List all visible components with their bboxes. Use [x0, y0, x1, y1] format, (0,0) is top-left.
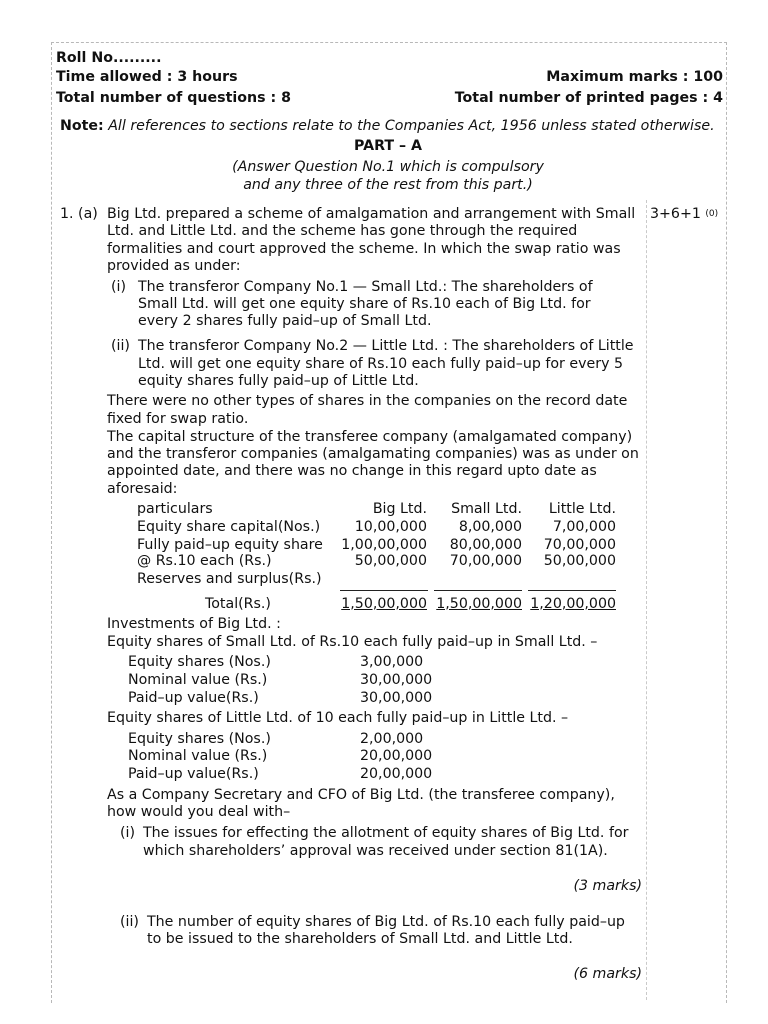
little-row-1-label: Equity shares (Nos.) — [128, 731, 271, 747]
time-allowed: Time allowed : 3 hours — [56, 69, 238, 85]
little-row-1-value: 2,00,000 — [360, 731, 424, 747]
table-row-1-label: Equity share capital(Nos.) — [137, 519, 321, 535]
para2-line-1: There were no other types of shares in the companies on the record date — [107, 393, 628, 409]
table-total-small: 1,50,00,000 — [436, 596, 522, 612]
question-marks-value: 3+6+1 — [650, 206, 701, 222]
sub-i-line-2: which shareholders’ approval was received under section 81(1A). — [143, 843, 608, 859]
table-row-3-big: 50,00,000 — [354, 553, 427, 569]
small-row-3-label: Paid–up value(Rs.) — [128, 690, 259, 706]
little-row-2-value: 20,00,000 — [360, 748, 433, 764]
question-marks — [650, 206, 718, 223]
para2-line-3: The capital structure of the transferee company (amalgamated company) — [107, 429, 633, 445]
table-row-1-little: 7,00,000 — [552, 519, 616, 535]
small-row-2-value: 30,00,000 — [360, 672, 433, 688]
sub-ii-marks: (6 marks) — [573, 966, 642, 982]
small-row-3-value: 30,00,000 — [360, 690, 433, 706]
para1-line-1: Big Ltd. prepared a scheme of amalgamation and arrangement with Small — [107, 206, 636, 222]
table-row-2-little: 70,00,000 — [543, 537, 616, 553]
question-marks-sup: (0) — [705, 209, 719, 219]
marks-column-divider — [646, 200, 647, 1000]
maximum-marks: Maximum marks : 100 — [546, 69, 723, 85]
para2-line-6: aforesaid: — [107, 481, 178, 497]
closing-line-1: As a Company Secretary and CFO of Big Ltd. (the transferee company), — [107, 787, 615, 803]
item-i-line-1: The transferor Company No.1 — Small Ltd.: The shareholders of — [138, 279, 593, 295]
note-text: All references to sections relate to the Companies Act, 1956 unless stated otherwise. — [108, 118, 715, 134]
investments-title: Investments of Big Ltd. : — [107, 616, 281, 632]
item-ii-label: (ii) — [111, 338, 130, 354]
table-total-label: Total(Rs.) — [205, 596, 271, 612]
item-ii-line-2: Ltd. will get one equity share of Rs.10 each fully paid–up for every 5 — [138, 356, 624, 372]
closing-line-2: how would you deal with– — [107, 804, 291, 820]
part-instruction-1: (Answer Question No.1 which is compulsory — [232, 159, 544, 175]
item-i-line-2: Small Ltd. will get one equity share of Rs.10 each of Big Ltd. for — [138, 296, 591, 312]
printed-pages: Total number of printed pages : 4 — [454, 90, 723, 106]
sub-i-label: (i) — [120, 825, 136, 841]
table-total-little: 1,20,00,000 — [530, 596, 616, 612]
table-row-4-label: Reserves and surplus(Rs.) — [137, 571, 322, 587]
total-rule-little — [528, 590, 616, 591]
table-row-3-label: @ Rs.10 each (Rs.) — [137, 553, 272, 569]
para1-line-4: provided as under: — [107, 258, 241, 274]
table-header-little: Little Ltd. — [548, 501, 616, 517]
table-row-1-big: 10,00,000 — [354, 519, 427, 535]
part-instruction-2: and any three of the rest from this part.) — [243, 177, 533, 193]
investments-little-heading: Equity shares of Little Ltd. of 10 each fully paid–up in Little Ltd. – — [107, 710, 569, 726]
table-row-3-small: 70,00,000 — [449, 553, 522, 569]
part-title: PART – A — [354, 138, 422, 154]
para2-line-2: fixed for swap ratio. — [107, 411, 249, 427]
total-rule-big — [340, 590, 428, 591]
question-number: 1. (a) — [60, 206, 98, 222]
small-row-1-label: Equity shares (Nos.) — [128, 654, 271, 670]
table-row-2-big: 1,00,00,000 — [341, 537, 427, 553]
sub-ii-line-1: The number of equity shares of Big Ltd. of Rs.10 each fully paid–up — [147, 914, 625, 930]
little-row-3-label: Paid–up value(Rs.) — [128, 766, 259, 782]
item-i-line-3: every 2 shares fully paid–up of Small Ltd. — [138, 313, 432, 329]
para1-line-3: formalities and court approved the scheme. In which the swap ratio was — [107, 241, 621, 257]
table-row-1-small: 8,00,000 — [458, 519, 522, 535]
table-header-small: Small Ltd. — [451, 501, 522, 517]
sub-i-marks: (3 marks) — [573, 878, 642, 894]
sub-i-line-1: The issues for effecting the allotment of equity shares of Big Ltd. for — [143, 825, 629, 841]
para2-line-5: appointed date, and there was no change in this regard upto date as — [107, 463, 597, 479]
table-row-3-little: 50,00,000 — [543, 553, 616, 569]
small-row-1-value: 3,00,000 — [360, 654, 424, 670]
note — [60, 118, 715, 135]
small-row-2-label: Nominal value (Rs.) — [128, 672, 268, 688]
total-questions: Total number of questions : 8 — [56, 90, 291, 106]
sub-ii-line-2: to be issued to the shareholders of Small Ltd. and Little Ltd. — [147, 931, 573, 947]
little-row-2-label: Nominal value (Rs.) — [128, 748, 268, 764]
item-ii-line-1: The transferor Company No.2 — Little Ltd. : The shareholders of Little — [138, 338, 634, 354]
little-row-3-value: 20,00,000 — [360, 766, 433, 782]
para2-line-4: and the transferor companies (amalgamating companies) was as under on — [107, 446, 639, 462]
note-label: Note: — [60, 118, 104, 134]
item-i-label: (i) — [111, 279, 127, 295]
table-header-big: Big Ltd. — [372, 501, 427, 517]
table-row-2-small: 80,00,000 — [449, 537, 522, 553]
table-row-2-label: Fully paid–up equity share — [137, 537, 323, 553]
item-ii-line-3: equity shares fully paid–up of Little Ltd. — [138, 373, 419, 389]
total-rule-small — [434, 590, 522, 591]
para1-line-2: Ltd. and Little Ltd. and the scheme has gone through the required — [107, 223, 578, 239]
investments-small-heading: Equity shares of Small Ltd. of Rs.10 each fully paid–up in Small Ltd. – — [107, 634, 598, 650]
roll-no: Roll No......... — [56, 50, 162, 66]
table-total-big: 1,50,00,000 — [341, 596, 427, 612]
sub-ii-label: (ii) — [120, 914, 139, 930]
table-header-particulars: particulars — [137, 501, 213, 517]
